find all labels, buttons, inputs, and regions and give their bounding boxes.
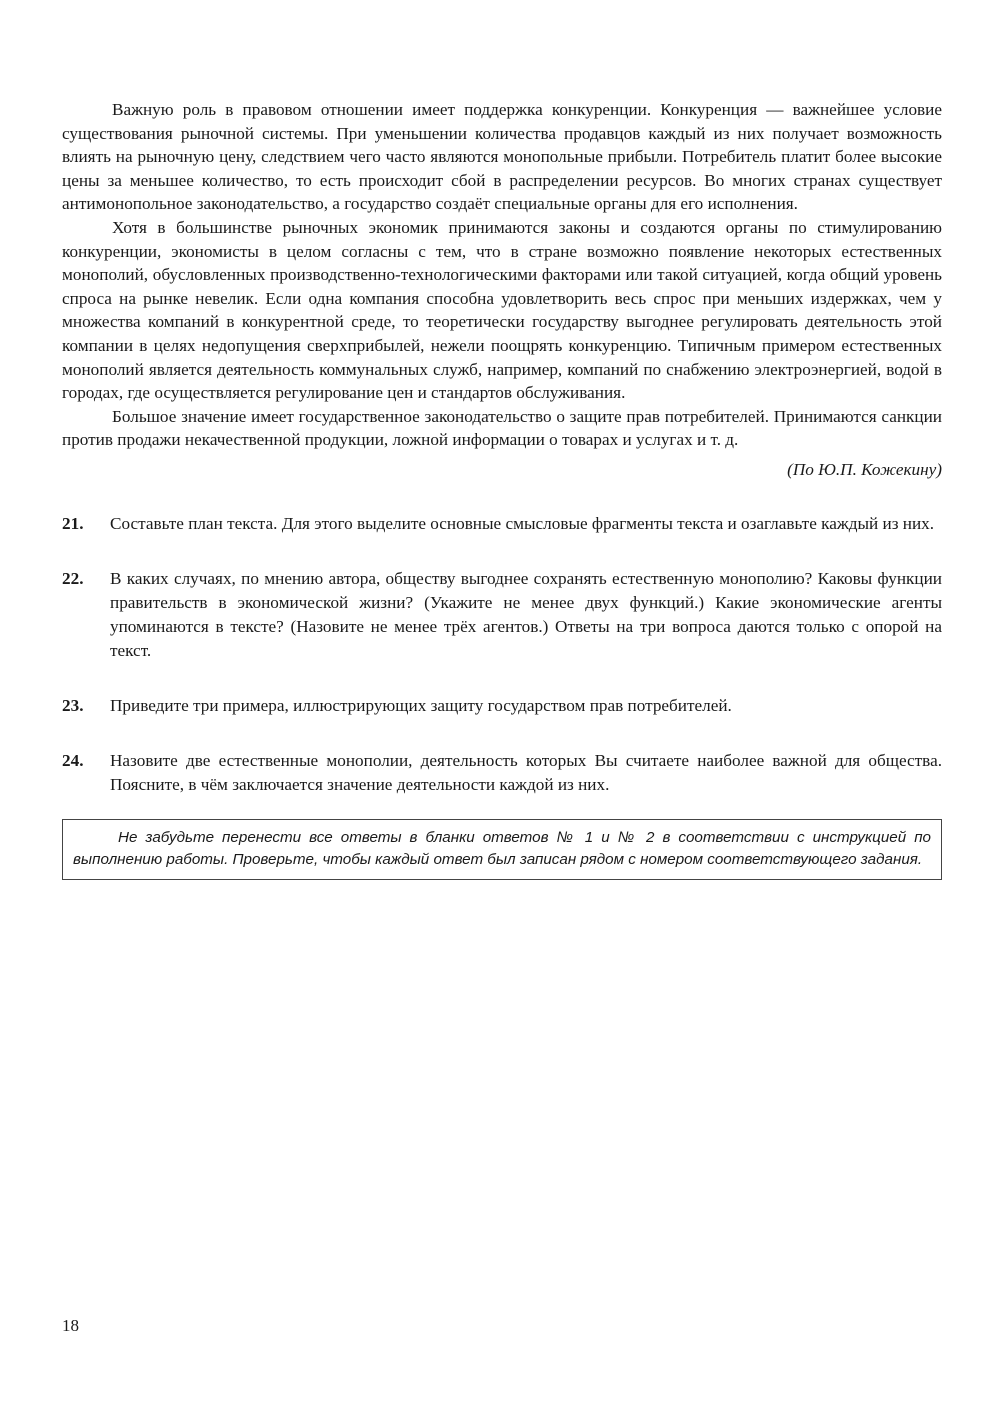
task-23 (62, 694, 942, 718)
task-24 (62, 749, 942, 797)
text-paragraph-2: Хотя в большинстве рыночных экономик принимаются законы и создаются органы по стимулированию конкуренции, экономисты в целом согласны с тем, что в стране возможно появление некоторых естественных монополий, обусловленных производственно-технологическими факторами или такой ситуацией, когда общий уровень спроса на рынке невелик. Если одна компания способна удовлетворить весь спрос при меньших издержках, чем у множества компаний в конкурентной среде, то теоретически государству выгоднее регулировать деятельность этой компании в целях недопущения сверхприбылей, нежели поощрять конкуренцию. Типичным примером естественных монополий является деятельность коммунальных служб, например, компаний по снабжению электроэнергией, водой в городах, где осуществляется регулирование цен и стандартов обслуживания. (62, 217, 942, 403)
task-text: Назовите две естественные монополии, деятельность которых Вы считаете наиболее важной для общества. Поясните, в чём заключается значение деятельности каждой из них. (110, 750, 942, 794)
source-text (62, 98, 942, 482)
task-text: Приведите три примера, иллюстрирующих защиту государством прав потребителей. (110, 695, 732, 715)
task-number: 23. (62, 695, 84, 715)
text-attribution: (По Ю.П. Кожекину) (787, 459, 942, 479)
task-22 (62, 567, 942, 663)
task-list (62, 512, 942, 797)
task-21 (62, 512, 942, 536)
page-number: 18 (62, 1316, 79, 1335)
task-number: 24. (62, 750, 84, 770)
page-content (62, 98, 942, 880)
text-paragraph-3: Большое значение имеет государственное законодательство о защите прав потребителей. Принимаются санкции против продажи некачественной продукции, ложной информации о товарах и услугах и т. д. (62, 406, 942, 450)
task-text: Составьте план текста. Для этого выделите основные смысловые фрагменты текста и озаглавьте каждый из них. (110, 513, 935, 533)
task-number: 22. (62, 568, 84, 588)
instruction-note-box: Не забудьте перенести все ответы в бланки ответов № 1 и № 2 в соответствии с инструкцией по выполнению работы. Проверьте, чтобы каждый ответ был записан рядом с номером соответствующего задания. (62, 819, 942, 880)
task-number: 21. (62, 513, 84, 533)
task-text: В каких случаях, по мнению автора, обществу выгоднее сохранять естественную монополию? Каковы функции правительств в экономической жизни? (Укажите не менее двух функций.) Какие экономические агенты упоминаются в тексте? (Назовите не менее трёх агентов.) Ответы на три вопроса даются только с опорой на текст. (110, 568, 942, 660)
text-paragraph-1: Важную роль в правовом отношении имеет поддержка конкуренции. Конкуренция — важнейшее условие существования рыночной системы. При уменьшении количества продавцов каждый из них получает возможность влиять на рыночную цену, следствием чего часто являются монопольные прибыли. Потребитель платит более высокие цены за меньшее количество, то есть происходит сбой в распределении ресурсов. Во многих странах существует антимонопольное законодательство, а государство создаёт специальные органы для его исполнения. (62, 100, 942, 214)
